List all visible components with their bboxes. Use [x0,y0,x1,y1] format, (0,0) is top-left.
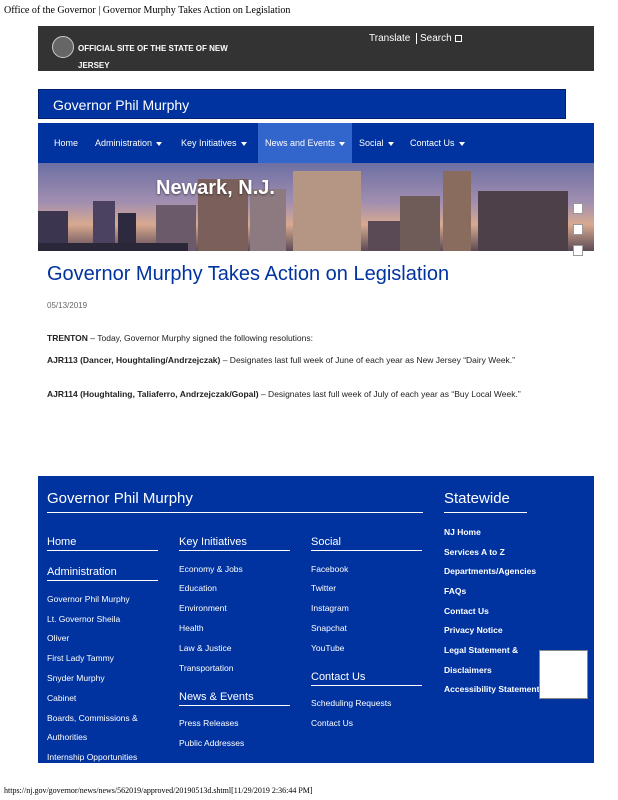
bridge-silhouette [38,243,188,251]
side-share-button[interactable] [573,245,583,256]
footer-administration-heading[interactable]: Administration [47,566,158,581]
resolution-item [47,354,547,366]
building-silhouette [400,196,440,251]
dateline: TRENTON [47,333,88,343]
statewide-link[interactable]: FAQs [444,586,467,596]
bill-number: AJR113 (Dancer, Houghtaling/Andrzejczak) [47,355,221,365]
footer-link[interactable]: Oliver [47,633,70,643]
footer-link[interactable]: Economy & Jobs [179,564,243,574]
footer-key-initiatives-heading[interactable]: Key Initiatives [179,536,290,551]
bill-number: AJR114 (Houghtaling, Taliaferro, Andrzejczak/Gopal) [47,389,259,399]
nav-label: News and Events [265,138,336,148]
nav-label: Social [359,138,384,148]
article-headline: Governor Murphy Takes Action on Legislation [47,263,450,285]
site-footer [38,476,594,763]
footer-link[interactable]: Press Releases [179,718,239,728]
nav-item-news-and-events[interactable] [258,123,352,163]
footer-link[interactable]: Authorities [47,732,88,742]
footer-home-link[interactable]: Home [47,536,158,551]
footer-news-events-heading[interactable]: News & Events [179,691,290,706]
side-share-button[interactable] [573,203,583,214]
intro-text: – Today, Governor Murphy signed the following resolutions: [87,333,313,343]
caret-down-icon [156,142,162,146]
article-date: 05/13/2019 [47,301,88,310]
footer-statewide-title: Statewide [444,490,527,513]
nav-item-contact-us[interactable] [402,123,473,163]
feedback-widget[interactable] [539,650,588,699]
nav-label: Contact Us [410,138,455,148]
banner-city-title: Newark, N.J. [156,177,275,199]
nav-item-home[interactable] [46,123,86,163]
top-utility-bar [38,26,594,71]
footer-link[interactable]: Facebook [311,564,349,574]
footer-link[interactable]: Lt. Governor Sheila [47,614,121,624]
print-footer-url: https://nj.gov/governor/news/news/562019/approved/20190513d.shtml[11/29/2019 2:36:44 PM] [4,786,313,795]
footer-link[interactable]: Environment [179,603,227,613]
statewide-link[interactable]: NJ Home [444,527,481,537]
footer-link[interactable]: Twitter [311,583,337,593]
footer-link[interactable]: Scheduling Requests [311,698,392,708]
statewide-link[interactable]: Privacy Notice [444,625,503,635]
bill-description: – Designates last full week of July of each year as “Buy Local Week.” [258,389,521,399]
footer-contact-heading[interactable]: Contact Us [311,671,422,686]
resolution-item [47,388,547,400]
footer-social-heading[interactable]: Social [311,536,422,551]
side-share-button[interactable] [573,224,583,235]
footer-link[interactable]: Cabinet [47,693,77,703]
footer-link[interactable]: Health [179,623,204,633]
city-banner-image [38,163,594,251]
search-label: Search [420,33,452,44]
building-silhouette [293,171,361,251]
footer-link[interactable]: Boards, Commissions & [47,713,138,723]
caret-down-icon [459,142,465,146]
building-silhouette [443,171,471,251]
footer-link[interactable]: First Lady Tammy [47,653,114,663]
statewide-link[interactable]: Disclaimers [444,665,492,675]
caret-down-icon [339,142,345,146]
footer-link[interactable]: Snapchat [311,623,347,633]
translate-link[interactable]: Translate [369,33,411,44]
search-link[interactable] [416,33,462,44]
nav-label: Home [54,138,79,148]
statewide-link[interactable]: Legal Statement & [444,645,519,655]
footer-link[interactable]: Governor Phil Murphy [47,594,130,604]
nav-item-social[interactable] [351,123,402,163]
nav-label: Key Initiatives [181,138,237,148]
statewide-link[interactable]: Departments/Agencies [444,566,537,576]
caret-down-icon [388,142,394,146]
footer-link[interactable]: Instagram [311,603,349,613]
caret-down-icon [241,142,247,146]
footer-title[interactable]: Governor Phil Murphy [47,490,423,513]
main-nav [38,123,594,163]
article-intro [47,332,547,344]
nav-label: Administration [95,138,153,148]
footer-link[interactable]: Snyder Murphy [47,673,105,683]
footer-link[interactable]: Transportation [179,663,234,673]
print-header: Office of the Governor | Governor Murphy Takes Action on Legislation [4,5,291,16]
footer-link[interactable]: Contact Us [311,718,354,728]
footer-link[interactable]: Law & Justice [179,643,232,653]
statewide-link[interactable]: Contact Us [444,606,489,616]
site-title[interactable]: Governor Phil Murphy [38,89,566,119]
footer-link[interactable]: YouTube [311,643,345,653]
bill-description: – Designates last full week of June of each year as New Jersey “Dairy Week.” [220,355,515,365]
footer-link[interactable]: Internship Opportunities [47,752,138,762]
search-icon [455,35,462,42]
statewide-link[interactable]: Accessibility Statement [444,684,540,694]
building-silhouette [478,191,568,251]
nav-item-key-initiatives[interactable] [173,123,255,163]
statewide-link[interactable]: Services A to Z [444,547,505,557]
nav-item-administration[interactable] [87,123,170,163]
footer-link[interactable]: Public Addresses [179,738,245,748]
footer-link[interactable]: Education [179,583,217,593]
official-site-label: OFFICIAL SITE OF THE STATE OF NEW JERSEY [78,44,228,70]
nj-seal-icon [52,36,74,58]
